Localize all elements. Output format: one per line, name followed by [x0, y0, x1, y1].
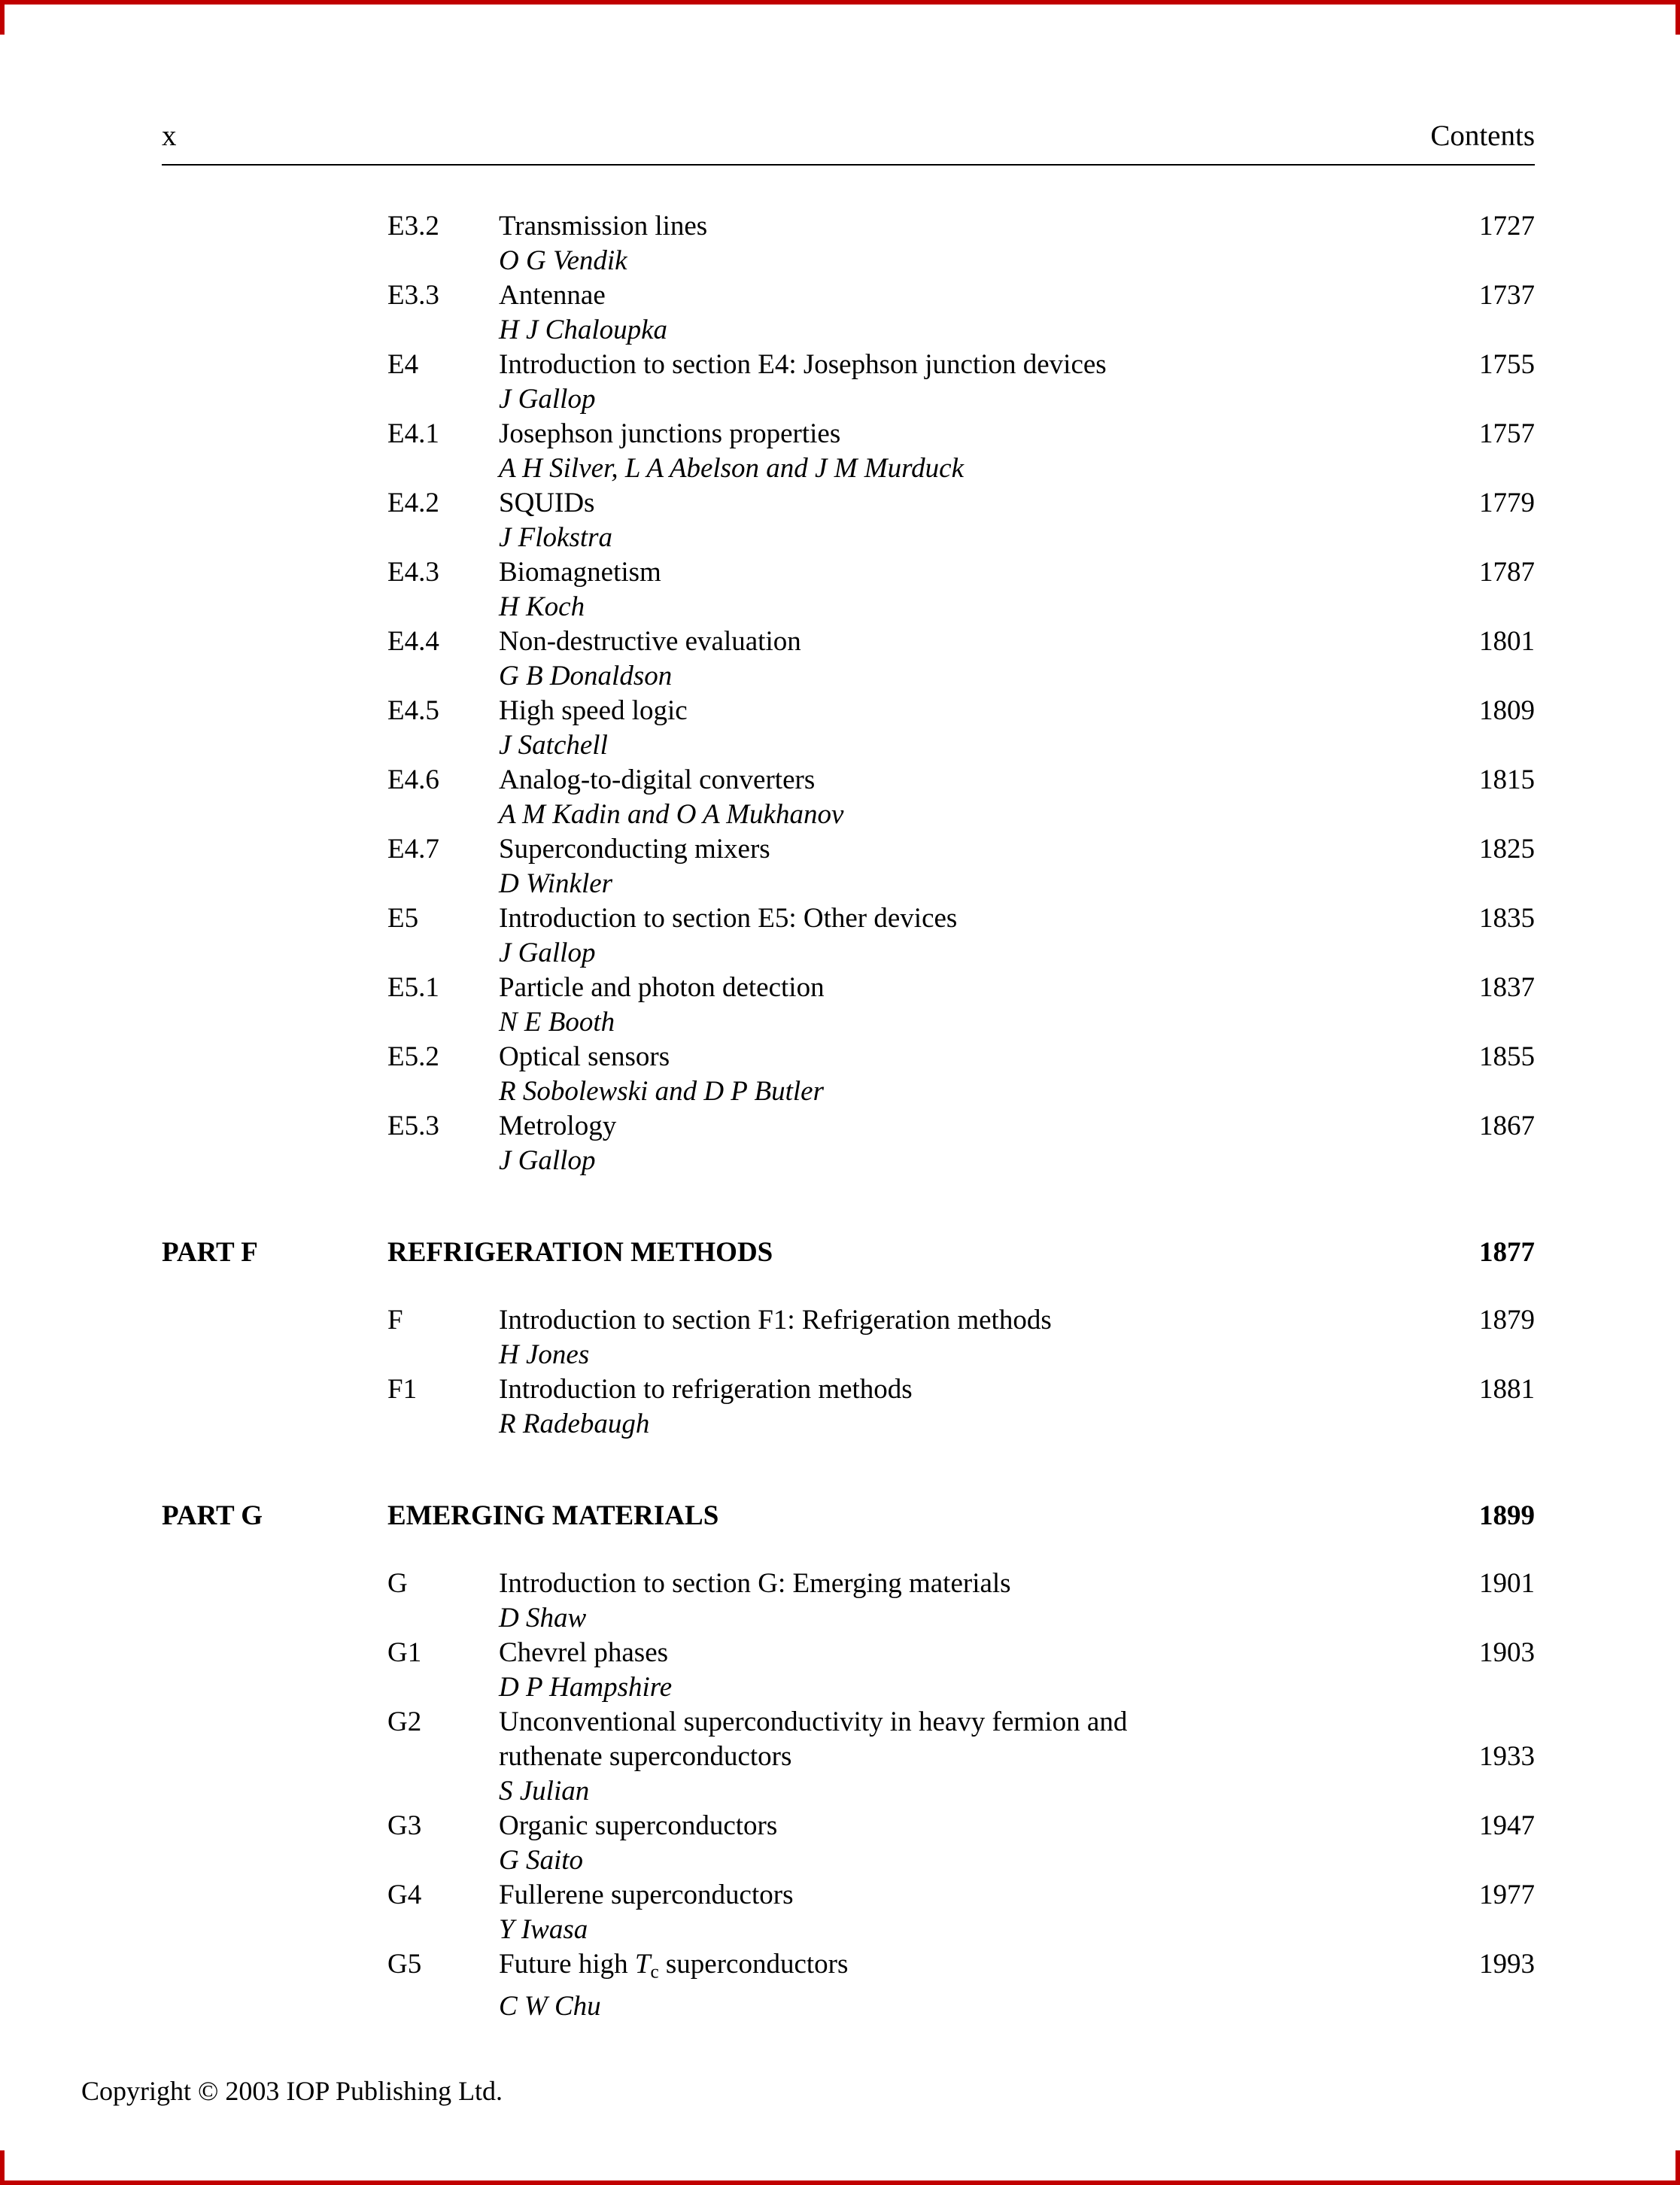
- toc-author-line: [387, 521, 1535, 555]
- section-number: G1: [387, 1637, 422, 1668]
- page-header: [162, 119, 1535, 166]
- entry-authors: C W Chu: [499, 1991, 601, 2022]
- section-number: [387, 1843, 499, 1878]
- entry-authors: N E Booth: [499, 1007, 615, 1038]
- toc-author-line: [387, 451, 1535, 486]
- entry-title: Analog-to-digital converters: [499, 764, 816, 795]
- section-number: F1: [387, 1374, 418, 1405]
- page-number: 1809: [1479, 695, 1535, 726]
- toc-entry-line: [387, 486, 1535, 521]
- entry-title: Introduction to section F1: Refrigeration methods: [499, 1305, 1052, 1336]
- section-number: E5.1: [387, 972, 439, 1003]
- section-number: [387, 1774, 499, 1809]
- page-edge-corner-bottom-right: [1675, 2150, 1680, 2185]
- section-number: E3.2: [387, 211, 439, 242]
- entry-authors: R Radebaugh: [499, 1409, 650, 1439]
- section-number: [387, 659, 499, 694]
- toc-entry-line: [387, 417, 1535, 451]
- toc-entry-line: [387, 1809, 1535, 1843]
- page-number: [1422, 521, 1535, 555]
- toc-author-line: [387, 244, 1535, 278]
- toc-entry-line: [387, 625, 1535, 659]
- section-number: F: [387, 1305, 403, 1336]
- section-number: [387, 936, 499, 971]
- page-number: 1867: [1479, 1111, 1535, 1141]
- toc-author-line: [387, 659, 1535, 694]
- section-number: [387, 1407, 499, 1442]
- entry-title: High speed logic: [499, 695, 688, 726]
- section-number: [387, 382, 499, 417]
- toc-entry-line: [387, 1740, 1535, 1774]
- toc-entry-line: [387, 278, 1535, 313]
- page-number: 1977: [1479, 1880, 1535, 1910]
- page-number: 1835: [1479, 903, 1535, 934]
- page-number: [1422, 1144, 1535, 1178]
- page-number: [1422, 590, 1535, 625]
- toc-entry-line: [387, 832, 1535, 867]
- toc-author-line: [387, 1913, 1535, 1947]
- entry-title: Introduction to section E4: Josephson junction devices: [499, 349, 1107, 380]
- page-number: [1422, 451, 1535, 486]
- page-number: 1801: [1479, 626, 1535, 657]
- entry-title: Unconventional superconductivity in heavy fermion and: [499, 1706, 1128, 1737]
- section-number: E4.3: [387, 557, 439, 588]
- toc-author-line: [387, 590, 1535, 625]
- section-number: [387, 867, 499, 901]
- entry-authors: D Shaw: [499, 1603, 587, 1633]
- part-label: PART F: [162, 1237, 258, 1268]
- section-number: [387, 1740, 499, 1774]
- toc-author-line: [387, 728, 1535, 763]
- entry-authors: Y Iwasa: [499, 1914, 588, 1945]
- section-number: [387, 521, 499, 555]
- page-number: [1422, 1989, 1535, 2024]
- toc-author-line: [387, 1989, 1535, 2024]
- toc-entry-line: [387, 1109, 1535, 1144]
- toc: [162, 209, 1535, 2024]
- section-number: [387, 1144, 499, 1178]
- entry-title: Introduction to section G: Emerging materials: [499, 1568, 1011, 1599]
- entry-authors: J Flokstra: [499, 522, 613, 553]
- page-number: 1903: [1479, 1637, 1535, 1668]
- part-page-number: 1899: [1479, 1500, 1535, 1531]
- section-number: [387, 1338, 499, 1372]
- page-number: 1757: [1479, 418, 1535, 449]
- page-number: [1422, 1705, 1535, 1740]
- page-number: 1881: [1479, 1374, 1535, 1405]
- toc-author-line: [387, 382, 1535, 417]
- toc-author-line: [387, 867, 1535, 901]
- entry-authors: G B Donaldson: [499, 661, 673, 691]
- page-number: [1422, 936, 1535, 971]
- copyright-footer: Copyright © 2003 IOP Publishing Ltd.: [81, 2076, 503, 2106]
- entry-title: Particle and photon detection: [499, 972, 825, 1003]
- toc-author-line: [387, 1074, 1535, 1109]
- section-number: G4: [387, 1880, 422, 1910]
- section-number: G2: [387, 1706, 422, 1737]
- page-number: [1422, 1843, 1535, 1878]
- entry-title: Introduction to refrigeration methods: [499, 1374, 913, 1405]
- entry-title: Non-destructive evaluation: [499, 626, 801, 657]
- toc-author-line: [387, 1005, 1535, 1040]
- part-page-number: 1877: [1479, 1237, 1535, 1268]
- entry-title: Chevrel phases: [499, 1637, 669, 1668]
- page-number: 1815: [1479, 764, 1535, 795]
- page-number: [1422, 1601, 1535, 1636]
- section-number: E5.2: [387, 1041, 439, 1072]
- page-number: 1737: [1479, 280, 1535, 311]
- page-number: [1422, 1005, 1535, 1040]
- entry-title: Fullerene superconductors: [499, 1880, 794, 1910]
- toc-entry-line: [387, 555, 1535, 590]
- entry-title: Biomagnetism: [499, 557, 661, 588]
- toc-author-line: [387, 1338, 1535, 1372]
- section-number: [387, 1670, 499, 1705]
- page-number: [1422, 1338, 1535, 1372]
- part-heading: [162, 1499, 1535, 1533]
- entry-authors: H Jones: [499, 1339, 590, 1370]
- part-label: PART G: [162, 1500, 263, 1531]
- page-number: 1825: [1479, 834, 1535, 865]
- entry-authors: D P Hampshire: [499, 1672, 673, 1703]
- toc-author-line: [387, 1670, 1535, 1705]
- entry-title: Transmission lines: [499, 211, 708, 242]
- toc-entry-line: [387, 763, 1535, 798]
- entry-authors: S Julian: [499, 1776, 590, 1807]
- page-number: 1993: [1479, 1949, 1535, 1980]
- page-edge-top: [0, 0, 1680, 5]
- section-number: [387, 1601, 499, 1636]
- page-number: [1422, 728, 1535, 763]
- section-number: [387, 728, 499, 763]
- page-edge-corner-top-left: [0, 0, 5, 35]
- section-number: E4.4: [387, 626, 439, 657]
- toc-entry-line: [387, 209, 1535, 244]
- toc-author-line: [387, 1774, 1535, 1809]
- section-number: G: [387, 1568, 408, 1599]
- page-number: 1837: [1479, 972, 1535, 1003]
- section-number: G5: [387, 1949, 422, 1980]
- page-number: [1422, 1074, 1535, 1109]
- page-number: [1422, 1913, 1535, 1947]
- toc-entry-line: [387, 694, 1535, 728]
- page-number: [1422, 382, 1535, 417]
- page-edge-bottom: [0, 2180, 1680, 2185]
- toc-entry-line: [387, 1705, 1535, 1740]
- toc-entry-line: [387, 971, 1535, 1005]
- entry-authors: R Sobolewski and D P Butler: [499, 1076, 824, 1107]
- section-number: E5: [387, 903, 419, 934]
- section-number: E4.7: [387, 834, 439, 865]
- part-heading: [162, 1235, 1535, 1270]
- page-number: [1422, 1407, 1535, 1442]
- entry-authors: H Koch: [499, 591, 585, 622]
- toc-author-line: [387, 1407, 1535, 1442]
- section-number: E4.6: [387, 764, 439, 795]
- section-number: [387, 244, 499, 278]
- page-number: 1787: [1479, 557, 1535, 588]
- toc-entry-line: [387, 1303, 1535, 1338]
- entry-authors: A M Kadin and O A Mukhanov: [499, 799, 844, 830]
- entry-authors: J Gallop: [499, 384, 596, 415]
- toc-author-line: [387, 313, 1535, 348]
- section-number: [387, 1913, 499, 1947]
- entry-title: Josephson junctions properties: [499, 418, 841, 449]
- entry-title: ruthenate superconductors: [499, 1741, 792, 1772]
- page-number: 1947: [1479, 1810, 1535, 1841]
- entry-authors: J Gallop: [499, 938, 596, 968]
- section-number: E4.2: [387, 488, 439, 518]
- toc-author-line: [387, 1843, 1535, 1878]
- section-number: E4: [387, 349, 419, 380]
- entry-title: Superconducting mixers: [499, 834, 770, 865]
- toc-entry-line: [387, 901, 1535, 936]
- page-number: 1901: [1479, 1568, 1535, 1599]
- page-number: [1422, 659, 1535, 694]
- page-number: 1879: [1479, 1305, 1535, 1336]
- page-number: [1422, 1774, 1535, 1809]
- entry-title: Antennae: [499, 280, 606, 311]
- entry-title: Organic superconductors: [499, 1810, 778, 1841]
- entry-title: Metrology: [499, 1111, 617, 1141]
- section-number: G3: [387, 1810, 422, 1841]
- page-number: 1755: [1479, 349, 1535, 380]
- page-number: [1422, 867, 1535, 901]
- section-number: E4.1: [387, 418, 439, 449]
- section-number: E5.3: [387, 1111, 439, 1141]
- page-number: 1779: [1479, 488, 1535, 518]
- part-title: REFRIGERATION METHODS: [387, 1237, 773, 1268]
- part-title: EMERGING MATERIALS: [387, 1500, 719, 1531]
- page-edge-corner-top-right: [1675, 0, 1680, 35]
- section-number: [387, 1989, 499, 2024]
- page-number-label: x: [162, 120, 177, 152]
- page-number: [1422, 313, 1535, 348]
- page-number: 1933: [1479, 1741, 1535, 1772]
- toc-author-line: [387, 1144, 1535, 1178]
- page-number: [1422, 244, 1535, 278]
- toc-entry-line: [387, 1040, 1535, 1074]
- section-number: [387, 1005, 499, 1040]
- section-number: [387, 451, 499, 486]
- toc-entry-line: [387, 1372, 1535, 1407]
- section-number: [387, 798, 499, 832]
- entry-authors: H J Chaloupka: [499, 315, 668, 345]
- entry-authors: J Gallop: [499, 1145, 596, 1176]
- section-number: [387, 1074, 499, 1109]
- toc-author-line: [387, 1601, 1535, 1636]
- entry-authors: G Saito: [499, 1845, 584, 1876]
- entry-authors: J Satchell: [499, 730, 608, 761]
- entry-title: SQUIDs: [499, 488, 595, 518]
- page-number: 1855: [1479, 1041, 1535, 1072]
- toc-entry-line: [387, 1567, 1535, 1601]
- entry-title: Optical sensors: [499, 1041, 670, 1072]
- entry-title: Future high $T_c$ superconductors: [499, 1949, 849, 1983]
- page-edge-corner-bottom-left: [0, 2150, 5, 2185]
- toc-entry-line: [387, 1636, 1535, 1670]
- entry-authors: O G Vendik: [499, 245, 627, 276]
- toc-entry-line: [387, 1947, 1535, 1989]
- page-number: [1422, 1670, 1535, 1705]
- header-contents-label: Contents: [1430, 120, 1535, 152]
- toc-entry-line: [387, 348, 1535, 382]
- toc-author-line: [387, 936, 1535, 971]
- page-number: [1422, 798, 1535, 832]
- section-number: E3.3: [387, 280, 439, 311]
- entry-authors: D Winkler: [499, 868, 613, 899]
- section-number: E4.5: [387, 695, 439, 726]
- toc-entry-line: [387, 1878, 1535, 1913]
- entry-authors: A H Silver, L A Abelson and J M Murduck: [499, 453, 964, 484]
- toc-author-line: [387, 798, 1535, 832]
- page-number: 1727: [1479, 211, 1535, 242]
- section-number: [387, 590, 499, 625]
- section-number: [387, 313, 499, 348]
- entry-title: Introduction to section E5: Other devices: [499, 903, 958, 934]
